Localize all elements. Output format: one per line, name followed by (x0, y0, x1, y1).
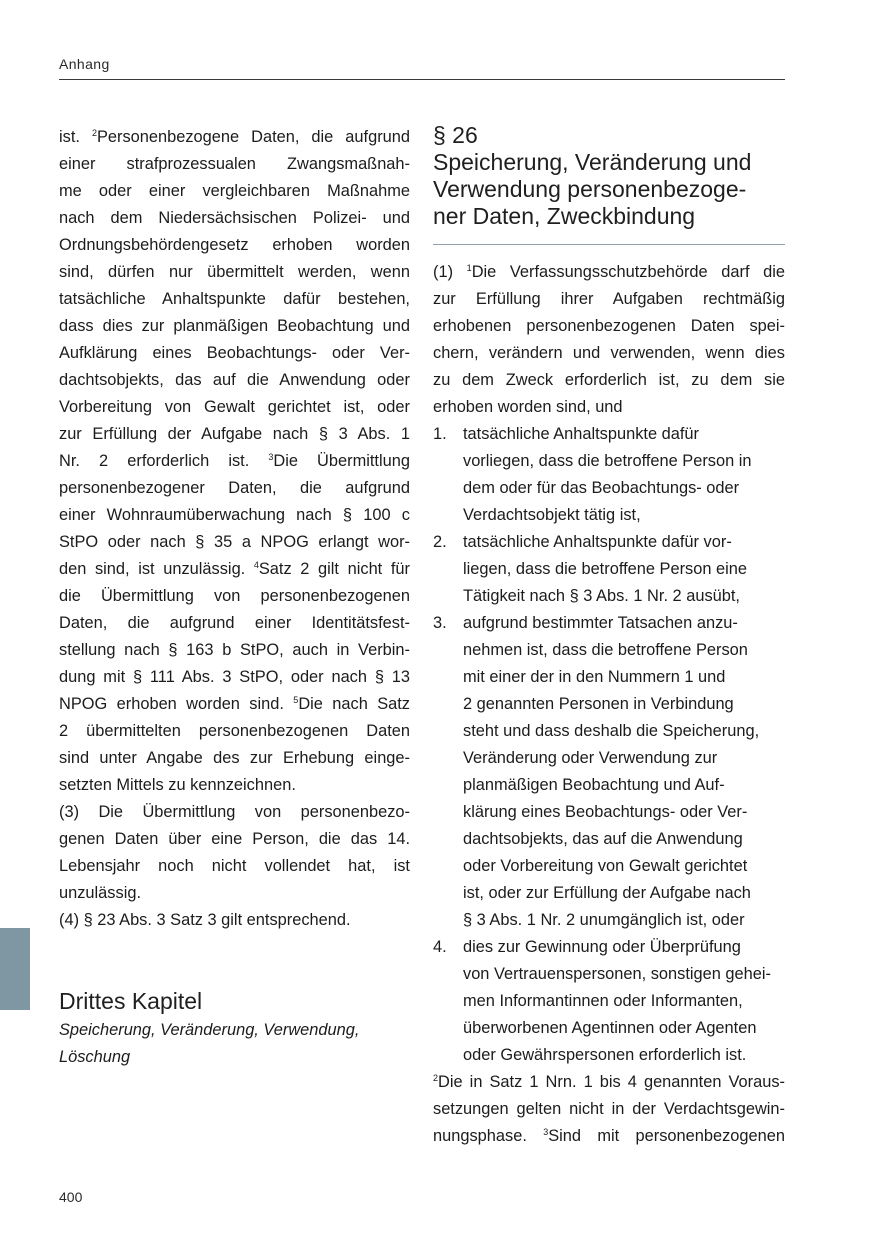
line-text: genen Daten über eine Person, die das 14. (59, 830, 410, 848)
text-line (433, 313, 785, 340)
item-line: mit einer der in den Nummern 1 und (463, 668, 726, 686)
sentence-number: 2 (433, 1073, 439, 1083)
line-text: Daten, die aufgrund einer Identitätsfest- (59, 614, 410, 632)
text-line (59, 745, 410, 772)
section-title-line: Verwendung personenbezoge- (433, 176, 747, 202)
text-line (59, 286, 410, 313)
line-text: einer strafprozessualen Zwangsmaßnah- (59, 155, 410, 173)
line-text: ist. (59, 128, 92, 146)
item-line: 2 genannten Personen in Verbindung (463, 695, 734, 713)
text-line (59, 556, 410, 583)
sentence-number: 1 (466, 263, 472, 273)
sentence-number: 3 (543, 1127, 549, 1137)
chapter-title: Drittes Kapitel (59, 988, 203, 1014)
item-line: steht und dass deshalb die Speicherung, (463, 722, 760, 740)
line-text: dachtsobjekts, das auf die Anwendung oder (59, 371, 410, 389)
section-rule (433, 244, 785, 245)
sentence-number: 5 (293, 695, 299, 705)
line-text: dung mit § 111 Abs. 3 StPO, oder nach § 13 (59, 668, 410, 686)
numbered-item (433, 421, 785, 529)
text-line (59, 502, 410, 529)
text-line (433, 340, 785, 367)
running-header: Anhang (59, 56, 110, 72)
left-column-text (59, 124, 410, 934)
line-text: stellung nach § 163 b StPO, auch in Verbin- (59, 641, 410, 659)
section-number: § 26 (433, 122, 478, 148)
line-text: Satz 2 gilt nicht für (258, 560, 410, 578)
item-line: dachtsobjekts, das auf die Anwendung (463, 830, 743, 848)
line-text: (4) § 23 Abs. 3 Satz 3 gilt entsprechend. (59, 911, 351, 929)
item-number: 2. (433, 533, 447, 551)
chapter-subtitle (59, 1017, 410, 1071)
line-text: 2 übermittelten personenbezogenen Daten (59, 722, 410, 740)
item-line: dies zur Gewinnung oder Überprüfung (463, 938, 741, 956)
line-text: dass dies zur planmäßigen Beobachtung und (59, 317, 410, 335)
item-line: Verdachtsobjekt tätig ist, (463, 506, 641, 524)
item-line: vorliegen, dass die betroffene Person in (463, 452, 752, 470)
text-line (59, 853, 410, 880)
text-line (59, 880, 410, 907)
text-line (59, 178, 410, 205)
line-text: NPOG erhoben worden sind. (59, 695, 294, 713)
line-text: zur Erfüllung ihrer Aufgaben rechtmäßig (433, 290, 785, 308)
item-number: 4. (433, 938, 447, 956)
item-line: Veränderung oder Verwendung zur (463, 749, 718, 767)
line-text: nach dem Niedersächsischen Polizei- und (59, 209, 410, 227)
line-text: erhobenen personenbezogenen Daten spei- (433, 317, 785, 335)
text-line (59, 124, 410, 151)
text-line (59, 529, 410, 556)
line-text: Die Übermittlung (273, 452, 410, 470)
line-text: die Übermittlung von personenbezogenen (59, 587, 410, 605)
page-number: 400 (59, 1189, 83, 1205)
numbered-item (433, 529, 785, 610)
item-line: oder Gewährspersonen erforderlich ist. (463, 1046, 747, 1064)
text-line (433, 259, 785, 286)
item-line: klärung eines Beobachtungs- oder Ver- (463, 803, 748, 821)
item-line: nehmen ist, dass die betroffene Person (463, 641, 748, 659)
text-line (59, 583, 410, 610)
line-text: setzten Mittels zu kennzeichnen. (59, 776, 296, 794)
line-text: Vorbereitung von Gewalt gerichtet ist, oder (59, 398, 410, 416)
item-line: dem oder für das Beobachtungs- oder (463, 479, 740, 497)
text-line (59, 367, 410, 394)
item-line: von Vertrauenspersonen, sonstigen gehei- (463, 965, 771, 983)
chapter-thumb-tab (0, 928, 30, 1010)
item-line: tatsächliche Anhaltspunkte dafür vor- (463, 533, 732, 551)
line-text: unzulässig. (59, 884, 142, 902)
sentence-number: 4 (253, 560, 259, 570)
line-text: den sind, ist unzulässig. (59, 560, 254, 578)
text-line (433, 1123, 785, 1150)
text-line (59, 151, 410, 178)
text-line (59, 718, 410, 745)
line-text: StPO oder nach § 35 a NPOG erlangt wor- (59, 533, 410, 551)
text-line (433, 1096, 785, 1123)
line-text: Personenbezogene Daten, die aufgrund (96, 128, 411, 146)
text-line (433, 1069, 785, 1096)
item-line: oder Vorbereitung von Gewalt gerichtet (463, 857, 748, 875)
text-line (59, 691, 410, 718)
numbered-item (433, 934, 785, 1069)
text-line (59, 232, 410, 259)
line-text: zur Erfüllung der Aufgabe nach § 3 Abs. 1 (59, 425, 410, 443)
chapter-subtitle-line: Löschung (59, 1048, 131, 1066)
line-text: (1) (433, 263, 467, 281)
line-text: Sind mit personenbezogenen (548, 1127, 785, 1145)
text-line (433, 286, 785, 313)
line-text: einer Wohnraumüberwachung nach § 100 c (59, 506, 410, 524)
line-text: personenbezogener Daten, die aufgrund (59, 479, 410, 497)
line-text: nungsphase. (433, 1127, 544, 1145)
line-text: Die Verfassungsschutzbehörde darf die (471, 263, 785, 281)
right-column-text (433, 259, 785, 1150)
line-text: Ordnungsbehördengesetz erhoben worden (59, 236, 410, 254)
text-line (433, 367, 785, 394)
text-line (59, 448, 410, 475)
text-line (59, 421, 410, 448)
text-line (59, 772, 410, 799)
line-text: sind, dürfen nur übermittelt werden, wenn (59, 263, 410, 281)
item-number: 1. (433, 425, 447, 443)
text-line (59, 610, 410, 637)
text-line (59, 664, 410, 691)
item-line: planmäßigen Beobachtung und Auf- (463, 776, 725, 794)
line-text: me oder einer vergleichbaren Maßnahme (59, 182, 410, 200)
item-line: tatsächliche Anhaltspunkte dafür (463, 425, 699, 443)
text-line (59, 475, 410, 502)
line-text: Nr. 2 erforderlich ist. (59, 452, 269, 470)
line-text: sind unter Angabe des zur Erhebung einge- (59, 749, 410, 767)
section-title-line: Speicherung, Veränderung und (433, 149, 752, 175)
section-heading (433, 122, 785, 230)
line-text: chern, verändern und verwenden, wenn dies (433, 344, 785, 362)
header-rule (59, 79, 785, 80)
line-text: Die nach Satz (298, 695, 410, 713)
text-line (59, 394, 410, 421)
line-text: setzungen gelten nicht in der Verdachtsgewin- (433, 1100, 785, 1118)
line-text: erhoben worden sind, und (433, 398, 623, 416)
text-line (59, 637, 410, 664)
line-text: Die in Satz 1 Nrn. 1 bis 4 genannten Voraus- (438, 1073, 785, 1091)
item-line: ist, oder zur Erfüllung der Aufgabe nach (463, 884, 751, 902)
item-number: 3. (433, 614, 447, 632)
text-line (59, 205, 410, 232)
item-line: aufgrund bestimmter Tatsachen anzu- (463, 614, 738, 632)
chapter-subtitle-line: Speicherung, Veränderung, Verwendung, (59, 1021, 360, 1039)
text-line (59, 907, 410, 934)
item-line: überworbenen Agentinnen oder Agenten (463, 1019, 757, 1037)
text-line (433, 394, 785, 421)
sentence-number: 3 (268, 452, 274, 462)
line-text: tatsächliche Anhaltspunkte dafür bestehen, (59, 290, 410, 308)
text-line (59, 340, 410, 367)
item-line: men Informantinnen oder Informanten, (463, 992, 743, 1010)
line-text: (3) Die Übermittlung von personenbezo- (59, 803, 410, 821)
line-text: Lebensjahr noch nicht vollendet hat, ist (59, 857, 410, 875)
text-line (59, 313, 410, 340)
item-line: Tätigkeit nach § 3 Abs. 1 Nr. 2 ausübt, (463, 587, 740, 605)
numbered-item (433, 610, 785, 934)
sentence-number: 2 (91, 128, 97, 138)
line-text: zu dem Zweck erforderlich ist, zu dem sie (433, 371, 785, 389)
text-line (59, 799, 410, 826)
text-line (59, 259, 410, 286)
item-line: § 3 Abs. 1 Nr. 2 unumgänglich ist, oder (463, 911, 745, 929)
text-line (59, 826, 410, 853)
item-line: liegen, dass die betroffene Person eine (463, 560, 748, 578)
section-title-line: ner Daten, Zweckbindung (433, 203, 696, 229)
line-text: Aufklärung eines Beobachtungs- oder Ver- (59, 344, 410, 362)
